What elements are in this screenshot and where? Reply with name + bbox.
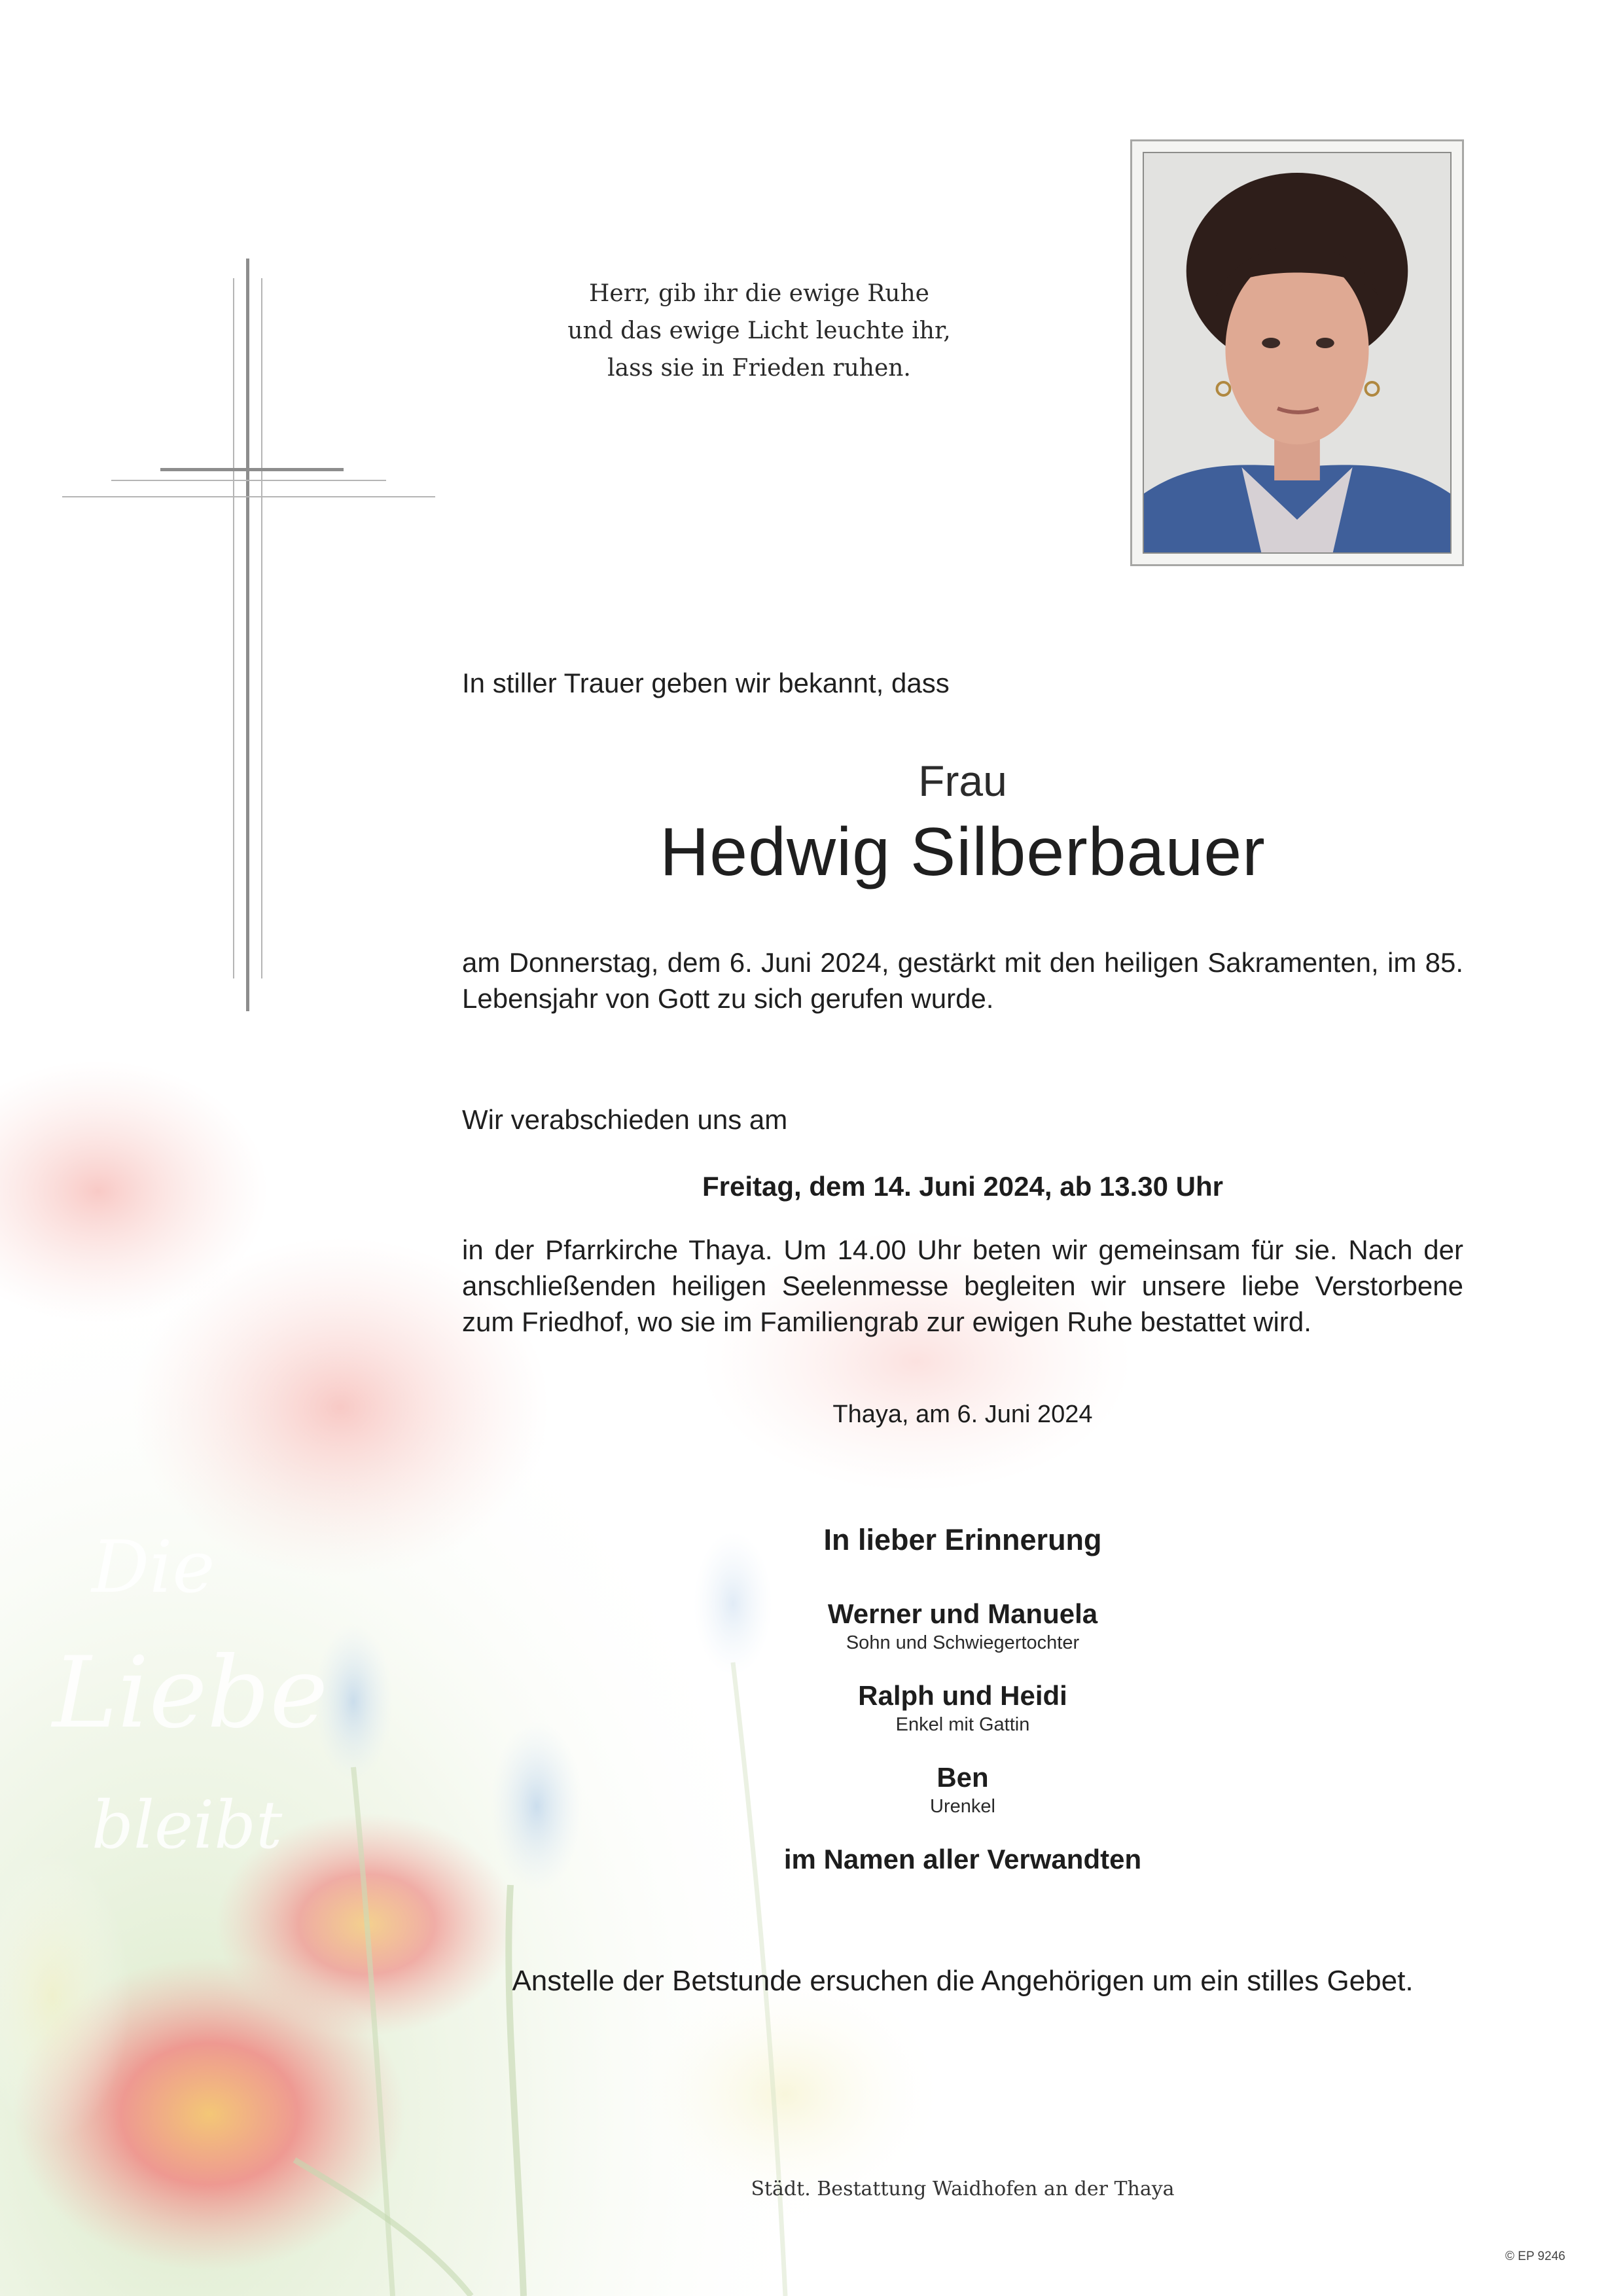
mourner-name: Werner und Manuela bbox=[827, 1598, 1098, 1629]
mourner-entry bbox=[462, 1761, 1463, 1818]
mourner-name: Ben bbox=[936, 1762, 989, 1793]
portrait-photo bbox=[1143, 152, 1452, 554]
ceremony-details: in der Pfarrkirche Thaya. Um 14.00 Uhr beten wir gemeinsam für sie. Nach der anschließenden heiligen Seelenmesse begleiten wir unsere liebe Verstorbene zum Friedhof, wo sie im Familiengrab zur ewigen Ruhe bestattet wird. bbox=[462, 1234, 1463, 1337]
cross-icon bbox=[62, 259, 438, 1011]
portrait-frame bbox=[1130, 139, 1464, 566]
ceremony-date: Freitag, dem 14. Juni 2024, ab 13.30 Uhr bbox=[702, 1171, 1223, 1202]
farewell-intro: Wir verabschieden uns am bbox=[462, 1104, 788, 1135]
prayer-line: und das ewige Licht leuchte ihr, bbox=[567, 317, 951, 344]
relatives-line: im Namen aller Verwandten bbox=[783, 1844, 1142, 1874]
die-liebe-bleibt-watermark bbox=[52, 1525, 327, 1918]
mourner-name: Ralph und Heidi bbox=[858, 1680, 1067, 1711]
prayer-line: lass sie in Frieden ruhen. bbox=[607, 355, 911, 382]
prayer-request: Anstelle der Betstunde ersuchen die Angehörigen um ein stilles Gebet. bbox=[512, 1965, 1414, 1997]
portrait-image bbox=[1144, 153, 1450, 552]
mourner-relation: Urenkel bbox=[930, 1796, 995, 1817]
mourner-relation: Sohn und Schwiegertochter bbox=[846, 1632, 1080, 1653]
watermark-line: Die bbox=[92, 1525, 215, 1609]
prayer-verse bbox=[497, 275, 1021, 387]
mourner-entry bbox=[462, 1679, 1463, 1736]
mourner-relation: Enkel mit Gattin bbox=[895, 1714, 1030, 1735]
place-and-date: Thaya, am 6. Juni 2024 bbox=[832, 1401, 1093, 1428]
death-notice-text: am Donnerstag, dem 6. Juni 2024, gestärkt mit den heiligen Sakramenten, im 85. Lebensjahr von Gott zu sich gerufen wurde. bbox=[462, 947, 1463, 1014]
print-code: © EP 9246 bbox=[1505, 2250, 1565, 2263]
prayer-line: Herr, gib ihr die ewige Ruhe bbox=[589, 280, 929, 307]
watermark-line: bleibt bbox=[92, 1787, 283, 1863]
mourner-entry bbox=[462, 1597, 1463, 1655]
undertaker-name: Städt. Bestattung Waidhofen an der Thaya bbox=[751, 2178, 1175, 2200]
announcement-intro: In stiller Trauer geben wir bekannt, dass bbox=[462, 668, 950, 698]
watermark-line: Liebe bbox=[52, 1636, 329, 1750]
deceased-name: Hedwig Silberbauer bbox=[660, 814, 1266, 890]
mourners-title: In lieber Erinnerung bbox=[823, 1523, 1102, 1556]
salutation: Frau bbox=[918, 757, 1007, 805]
